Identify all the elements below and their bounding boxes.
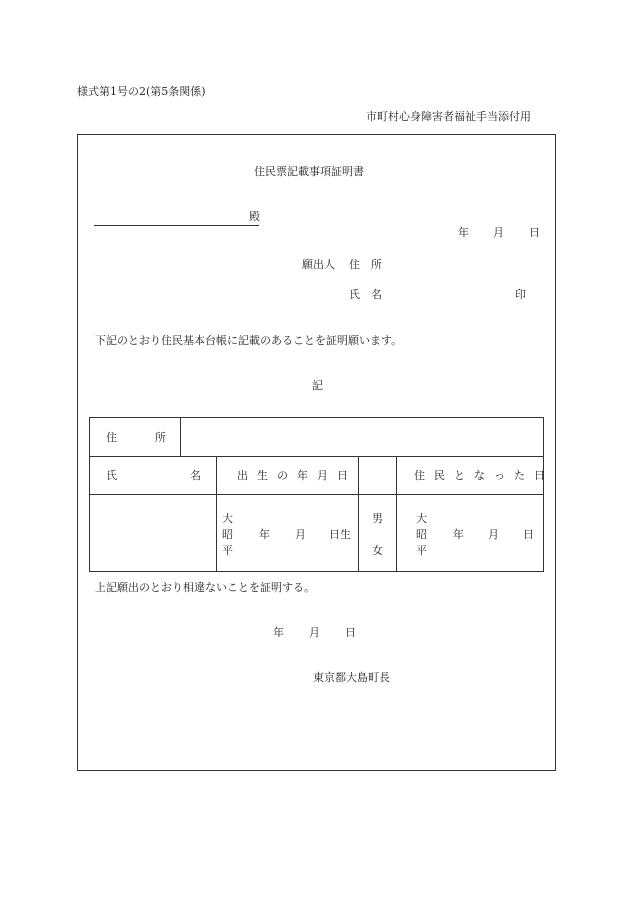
- table-address-label-2: 所: [155, 431, 166, 444]
- date-bottom-month: 月: [309, 626, 320, 639]
- resident-year: 年: [453, 528, 464, 541]
- era-taisho: 大: [416, 512, 427, 525]
- applicant-address-label: 住 所: [349, 258, 382, 271]
- birth-day-suffix: 日生: [329, 528, 351, 541]
- certificate-title: 住民票記載事項証明書: [254, 165, 364, 178]
- table-name-divider: [216, 456, 217, 571]
- date-bottom-day: 日: [345, 626, 356, 639]
- sex-male: 男: [372, 512, 383, 525]
- note-heading: 記: [312, 379, 323, 392]
- date-bottom-year: 年: [273, 626, 284, 639]
- table-border-left: [89, 417, 90, 571]
- birth-month: 月: [295, 528, 306, 541]
- table-name-label-2: 名: [190, 469, 201, 482]
- date-top-month: 月: [493, 226, 504, 239]
- resident-day: 日: [523, 528, 534, 541]
- table-border-bottom: [89, 571, 544, 572]
- resident-era-list: [416, 513, 427, 561]
- era-showa: 昭: [222, 528, 233, 541]
- addressee-suffix: 殿: [249, 210, 260, 223]
- date-top-year: 年: [458, 226, 469, 239]
- birth-era-list: [222, 513, 233, 561]
- resident-date-header: 住民となった日: [414, 469, 554, 482]
- table-birth-divider: [358, 456, 359, 571]
- table-address-divider: [180, 417, 181, 456]
- seal-mark: 印: [515, 288, 526, 301]
- resident-month: 月: [488, 528, 499, 541]
- form-number: 様式第1号の2(第5条関係): [77, 85, 206, 98]
- table-border-right: [543, 417, 544, 571]
- birth-year: 年: [259, 528, 270, 541]
- table-address-label-1: 住: [106, 431, 117, 444]
- table-row-divider-2: [89, 494, 544, 495]
- table-name-label-1: 氏: [106, 469, 117, 482]
- birth-date-header: 出生の年月日: [237, 469, 357, 482]
- certify-text: 上記願出のとおり相違ないことを証明する。: [95, 581, 315, 594]
- era-heisei: 平: [222, 544, 233, 557]
- applicant-name-label: 氏 名: [349, 288, 382, 301]
- table-row-divider-1: [89, 456, 544, 457]
- date-top-day: 日: [529, 226, 540, 239]
- issuer-name: 東京都大島町長: [313, 671, 390, 684]
- usage-note: 市町村心身障害者福祉手当添付用: [366, 110, 531, 123]
- era-taisho: 大: [222, 512, 233, 525]
- table-sex-divider: [396, 456, 397, 571]
- applicant-label: 願出人: [302, 258, 335, 271]
- era-showa: 昭: [416, 528, 427, 541]
- addressee-blank-line: [94, 225, 259, 226]
- request-text: 下記のとおり住民基本台帳に記載のあることを証明願います。: [95, 334, 403, 347]
- sex-female: 女: [372, 544, 383, 557]
- table-border-top: [89, 417, 544, 418]
- era-heisei: 平: [416, 544, 427, 557]
